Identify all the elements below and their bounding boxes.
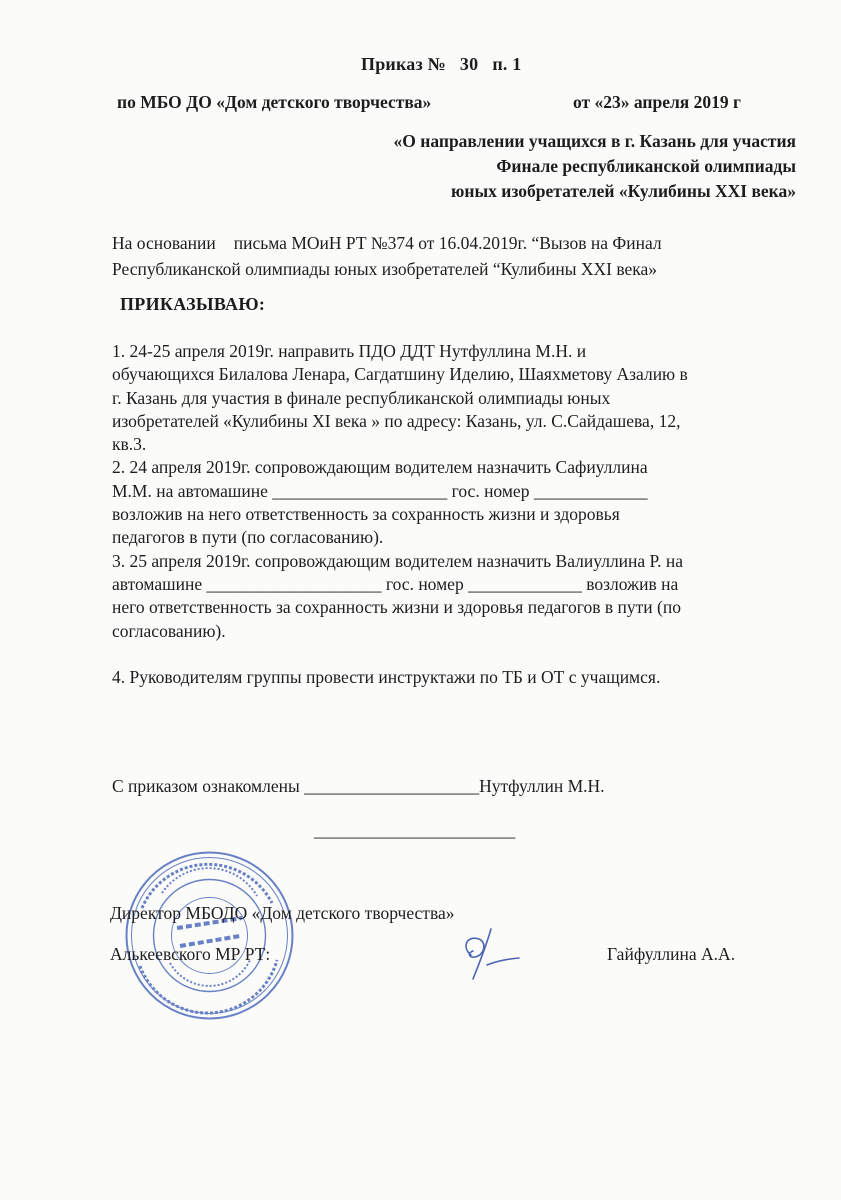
acknowledgement-blank-line: _______________________ — [314, 820, 516, 840]
organization-stamp-image — [122, 848, 297, 1023]
order-title-prefix: Приказ № — [361, 54, 446, 74]
item-line: 1. 24-25 апреля 2019г. направить ПДО ДДТ Нутфуллина М.Н. и — [112, 341, 587, 361]
item-line: г. Казань для участия в финале республиканской олимпиады юных — [112, 387, 611, 408]
signatory-district: Алькеевского МР РТ: — [110, 944, 271, 964]
spacer — [112, 643, 802, 666]
subject-line: «О направлении учащихся в г. Казань для участия — [393, 131, 796, 151]
order-item-4 — [112, 666, 802, 689]
item-line: педагогов в пути (по согласованию). — [112, 527, 384, 548]
director-signature-image — [457, 925, 525, 983]
item-line: 4. Руководителям группы провести инструктажи по ТБ и ОТ с учащимся. — [112, 667, 661, 688]
order-date: от «23» апреля 2019 г — [573, 92, 741, 112]
acknowledgement-line — [112, 776, 605, 797]
order-item-1 — [112, 340, 802, 456]
item-line: изобретателей «Кулибины XI века » по адресу: Казань, ул. С.Сайдашева, 12, — [112, 410, 681, 431]
item-line: 2. 24 апреля 2019г. сопровождающим водителем назначить Сафиуллина — [112, 457, 648, 478]
basis-line: Республиканской олимпиады юных изобретателей “Кулибины XXI века» — [112, 259, 658, 279]
item-line: возложив на него ответственность за сохранность жизни и здоровья — [112, 504, 620, 525]
item-line: обучающихся Билалова Ленара, Сагдатшину Иделию, Шаяхметову Азалию в — [112, 364, 688, 385]
acknowledged-person: Нутфуллин М.Н. — [479, 776, 605, 796]
order-number: 30 — [459, 54, 479, 74]
item-line: согласованию). — [112, 620, 226, 641]
item-line: кв.3. — [112, 434, 147, 455]
order-subject — [394, 129, 796, 204]
acknowledgement-label: С приказом ознакомлены ____________________ — [112, 776, 480, 796]
item-line: автомашине ____________________ гос. номер _____________ возложив на — [112, 573, 679, 594]
order-item-2 — [112, 456, 802, 549]
order-item-3 — [112, 550, 802, 643]
item-line: 3. 25 апреля 2019г. сопровождающим водителем назначить Валиуллина Р. на — [112, 550, 683, 571]
subject-line: Финале республиканской олимпиады — [496, 156, 796, 176]
item-line: него ответственность за сохранность жизни и здоровья педагогов в пути (по — [112, 597, 681, 618]
item-line: М.М. на автомашине ____________________ гос. номер _____________ — [112, 480, 648, 501]
order-items — [112, 340, 802, 689]
order-point: п. 1 — [492, 54, 522, 74]
order-title — [361, 54, 521, 75]
signatory-position: Директор МБОДО «Дом детского творчества» — [110, 903, 455, 923]
organization-name: по МБО ДО «Дом детского творчества» — [117, 92, 432, 112]
order-basis — [112, 230, 662, 282]
subject-line: юных изобретателей «Кулибины XXI века» — [451, 181, 796, 201]
order-directive-word: ПРИКАЗЫВАЮ: — [120, 294, 266, 314]
basis-rest: письма МОиН РТ №374 от 16.04.2019г. “Вызов на Финал — [233, 233, 662, 253]
basis-start: На основании — [112, 233, 216, 253]
signatory-name: Гайфуллина А.А. — [607, 944, 736, 964]
